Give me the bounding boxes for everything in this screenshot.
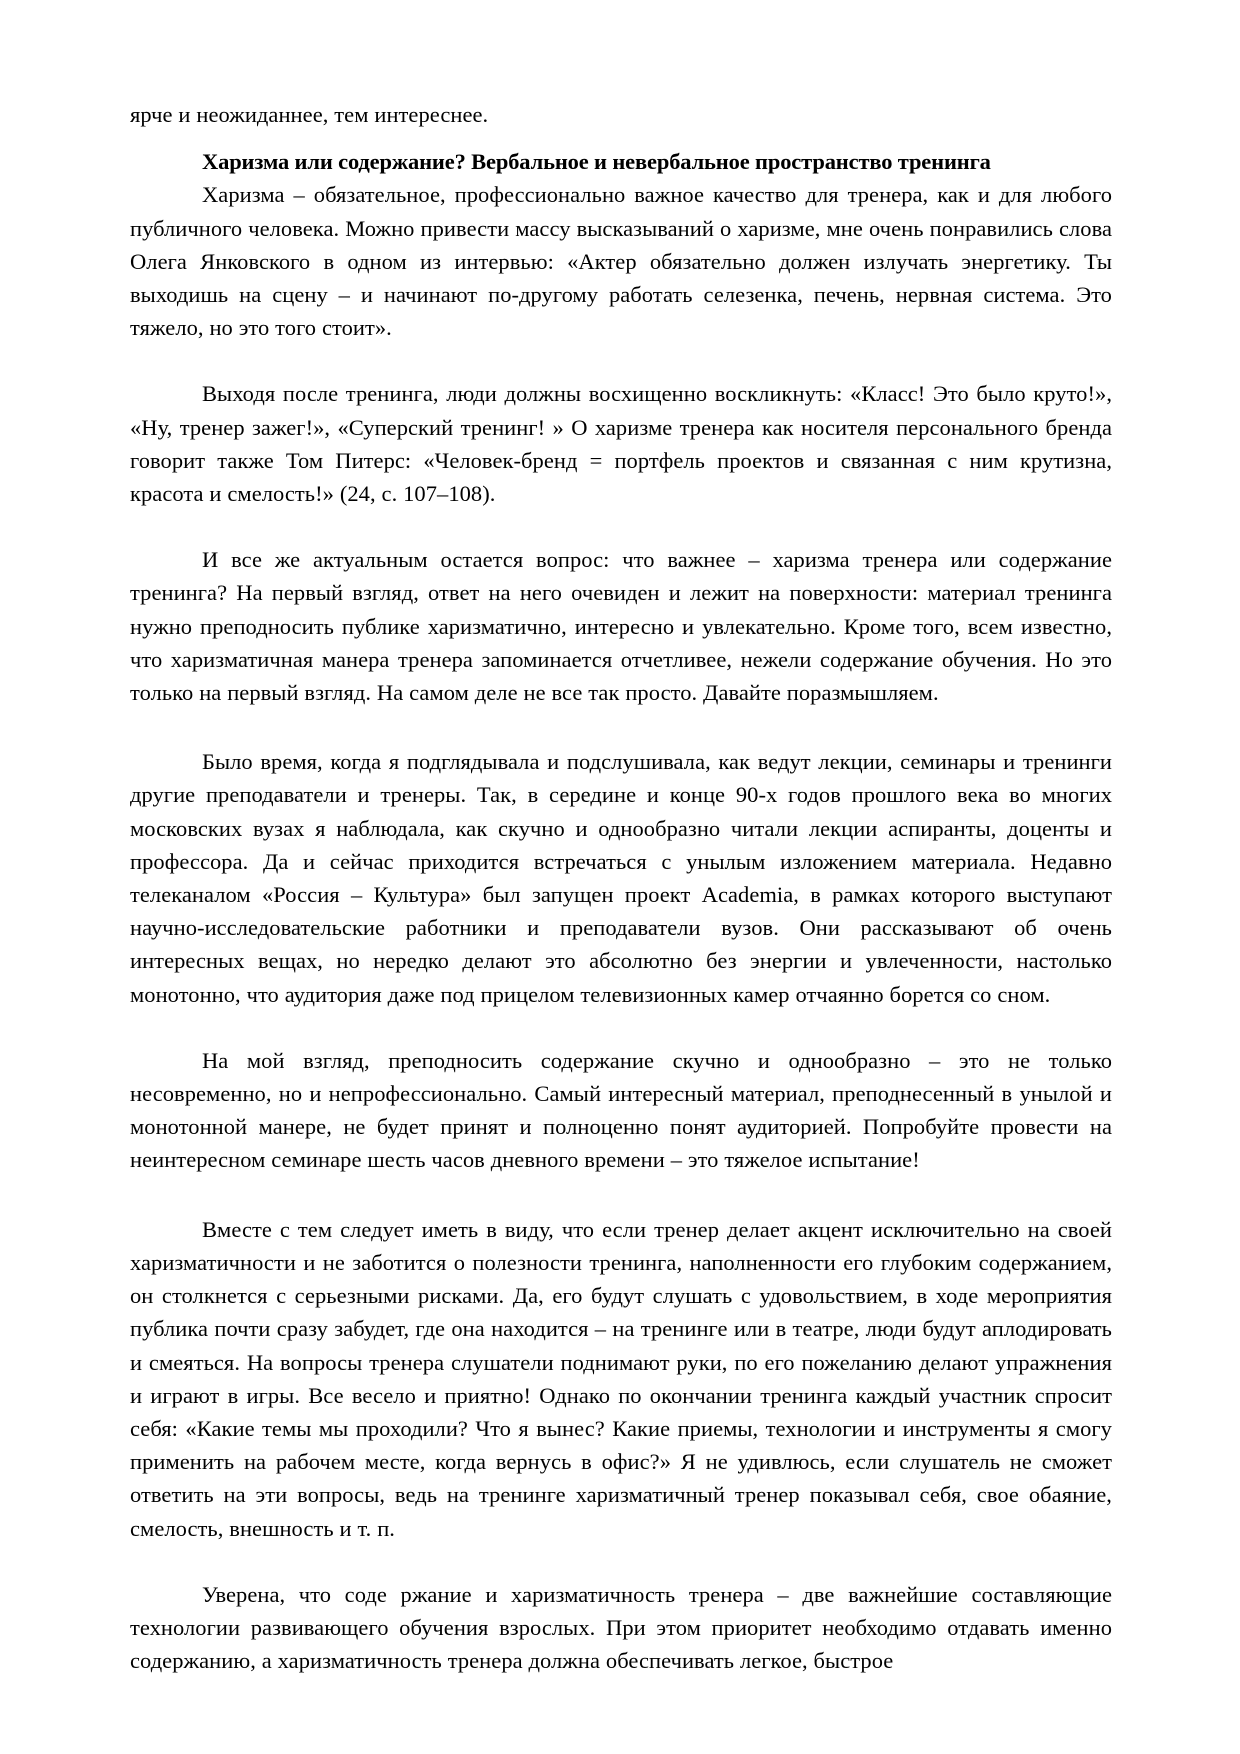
paragraph-6: Вместе с тем следует иметь в виду, что если тренер делает акцент исключительно на своей харизматичности и не заботится о полезности тренинга, наполненности его глубоким содержанием, он столкнется с серьезными рисками. Да, его будут слушать с удовольствием, в ходе мероприятия публика почти сразу забудет, где она находится – на тренинге или в театре, люди будут аплодировать и смеяться. На вопросы тренера слушатели поднимают руки, по его пожеланию делают упражнения и играют в игры. Все весело и приятно! Однако по окончании тренинга каждый участник спросит себя: «Какие темы мы проходили? Что я вынес? Какие приемы, технологии и инструменты я смогу применить на рабочем месте, когда вернусь в офис?» Я не удивлюсь, если слушатель не сможет ответить на эти вопросы, ведь на тренинге харизматичный тренер показывал себя, свое обаяние, смелость, внешность и т. п. xyxy=(130,1216,1112,1541)
paragraph-7: Уверена, что соде ржание и харизматичность тренера – две важнейшие составляющие технологии развивающего обучения взрослых. При этом приоритет необходимо отдавать именно содержанию, а харизматичность тренера должна обеспечивать легкое, быстрое xyxy=(130,1581,1112,1674)
paragraph-1: Харизма – обязательное, профессионально важное качество для тренера, как и для любого публичного человека. Можно привести массу высказываний о харизме, мне очень понравились слова Олега Янковского в одном из интервью: «Актер обязательно должен излучать энергетику. Ты выходишь на сцену – и начинают по-другому работать селезенка, печень, нервная система. Это тяжело, но это того стоит». xyxy=(130,182,1112,341)
page-text-column xyxy=(130,98,1112,1677)
paragraph-5: На мой взгляд, преподносить содержание скучно и однообразно – это не только несовременно, но и непрофессионально. Самый интересный материал, преподнесенный в унылой и монотонной манере, не будет принят и полноценно понят аудиторией. Попробуйте провести на неинтересном семинаре шесть часов дневного времени – это тяжелое испытание! xyxy=(130,1047,1112,1173)
spacer xyxy=(130,131,1112,145)
spacer xyxy=(130,510,1112,543)
spacer xyxy=(130,709,1112,745)
paragraph-4: Было время, когда я подглядывала и подслушивала, как ведут лекции, семинары и тренинги другие преподаватели и тренеры. Так, в середине и конце 90-х годов прошлого века во многих московских вузах я наблюдала, как скучно и однообразно читали лекции аспиранты, доценты и профессора. Да и сейчас приходится встречаться с унылым изложением материала. Недавно телеканалом «Россия – Культура» был запущен проект Academia, в рамках которого выступают научно-исследовательские работники и преподаватели вузов. Они рассказывают об очень интересных вещах, но нередко делают это абсолютно без энергии и увлеченности, настолько монотонно, что аудитория даже под прицелом телевизионных камер отчаянно борется со сном. xyxy=(130,749,1112,1007)
spacer xyxy=(130,1177,1112,1213)
paragraph-3: И все же актуальным остается вопрос: что важнее – харизма тренера или содержание тренинга? На первый взгляд, ответ на него очевиден и лежит на поверхности: материал тренинга нужно преподносить публике харизматично, интересно и увлекательно. Кроме того, всем известно, что харизматичная манера тренера запоминается отчетливее, нежели содержание обучения. Но это только на первый взгляд. На самом деле не все так просто. Давайте поразмышляем. xyxy=(130,547,1112,706)
spacer xyxy=(130,1011,1112,1044)
spacer xyxy=(130,1545,1112,1578)
spacer xyxy=(130,344,1112,377)
paragraph-2: Выходя после тренинга, люди должны восхищенно воскликнуть: «Класс! Это было круто!», «Ну, тренер зажег!», «Суперский тренинг! » О харизме тренера как носителя персонального бренда говорит также Том Питерс: «Человек-бренд = портфель проектов и связанная с ним крутизна, красота и смелость!» (24, с. 107–108). xyxy=(130,381,1112,507)
section-heading: Харизма или содержание? Вербальное и невербальное пространство тренинга xyxy=(202,149,991,175)
paragraph-continuation: ярче и неожиданнее, тем интереснее. xyxy=(130,102,489,127)
